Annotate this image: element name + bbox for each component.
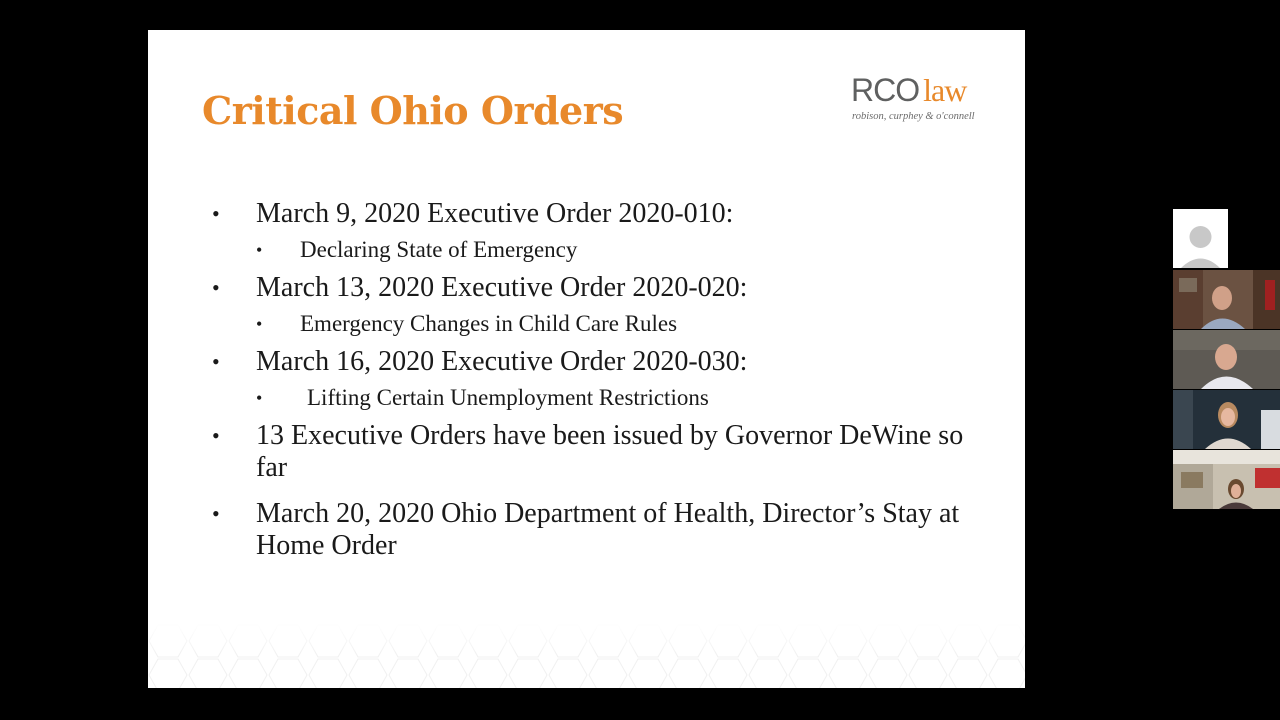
bullet-text: • March 16, 2020 Executive Order 2020-030: [256, 346, 748, 377]
bullet-item [208, 498, 998, 562]
logo-law: law [923, 72, 967, 108]
participant-tile-camera-off[interactable] [1173, 209, 1228, 268]
bullet-item [208, 420, 998, 484]
logo-rco: RCO [851, 72, 920, 108]
participant-video [1173, 390, 1280, 449]
bullet-item [208, 198, 998, 268]
hexagon-pattern-decoration [148, 624, 1025, 688]
participant-gallery [1173, 209, 1280, 510]
bullet-text: • March 13, 2020 Executive Order 2020-020: [256, 272, 748, 303]
sub-bullet-list [256, 380, 998, 416]
user-avatar-icon [1173, 209, 1228, 268]
participant-video-tile[interactable] [1173, 270, 1280, 329]
sub-bullet-list [256, 232, 998, 268]
bullet-text: • 13 Executive Orders have been issued by Governor DeWine so far [256, 420, 964, 483]
participant-video [1173, 270, 1280, 329]
bullet-list [208, 198, 998, 562]
participant-video-tile[interactable] [1173, 450, 1280, 509]
bullet-item [208, 346, 998, 416]
participant-video-tile[interactable] [1173, 390, 1280, 449]
logo-wordmark [851, 70, 966, 110]
sub-bullet-item: • Declaring State of Emergency [256, 232, 998, 268]
participant-video [1173, 330, 1280, 389]
participant-video [1173, 450, 1280, 509]
rco-law-logo [851, 70, 983, 130]
slide-title: Critical Ohio Orders [202, 88, 624, 133]
sub-bullet-list [256, 306, 998, 342]
participant-video-tile[interactable] [1173, 330, 1280, 389]
presentation-slide [148, 30, 1025, 688]
sub-bullet-item: • Lifting Certain Unemployment Restrictions [256, 380, 998, 416]
bullet-text: • March 9, 2020 Executive Order 2020-010: [256, 198, 734, 229]
bullet-text: • March 20, 2020 Ohio Department of Health, Director’s Stay at Home Order [256, 498, 960, 561]
logo-tagline: robison, curphey & o'connell [852, 111, 975, 122]
bullet-item [208, 272, 998, 342]
sub-bullet-item: • Emergency Changes in Child Care Rules [256, 306, 998, 342]
